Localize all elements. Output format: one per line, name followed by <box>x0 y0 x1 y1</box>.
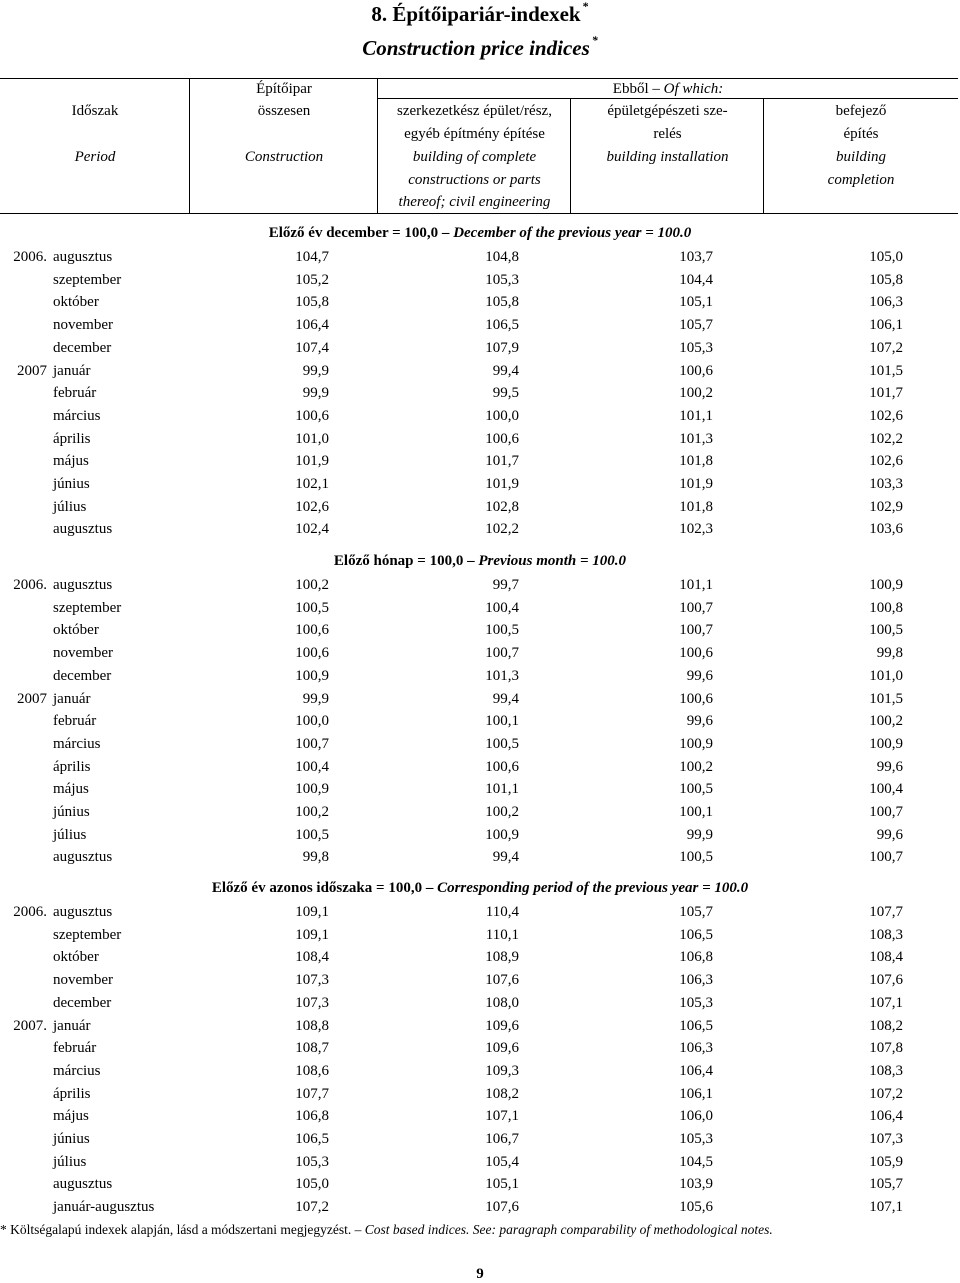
row-period: január <box>53 362 91 379</box>
table-row <box>0 1151 960 1173</box>
cell-installation: 105,3 <box>679 339 713 356</box>
cell-construction: 107,2 <box>295 1199 329 1216</box>
cell-construction: 107,3 <box>295 994 329 1011</box>
cell-construction: 99,8 <box>302 849 329 866</box>
cell-installation: 103,9 <box>679 1176 713 1193</box>
row-period: augusztus <box>53 521 113 538</box>
cell-completion: 105,7 <box>869 1176 903 1193</box>
cell-completion: 106,4 <box>869 1108 903 1125</box>
cell-construction: 105,0 <box>295 1176 329 1193</box>
cell-construction: 106,4 <box>295 317 329 334</box>
cell-complete-buildings: 100,5 <box>485 622 519 639</box>
cell-installation: 102,3 <box>679 521 713 538</box>
cell-construction: 105,8 <box>295 294 329 311</box>
cell-installation: 105,1 <box>679 294 713 311</box>
cell-construction: 100,7 <box>295 735 329 752</box>
cell-complete-buildings: 110,4 <box>485 904 519 920</box>
row-period: július <box>53 498 87 515</box>
cell-installation: 100,7 <box>679 599 713 616</box>
row-period: augusztus <box>53 1176 113 1193</box>
cell-completion: 105,9 <box>869 1153 903 1170</box>
cell-complete-buildings: 109,3 <box>485 1062 519 1079</box>
cell-construction: 99,9 <box>302 385 329 402</box>
cell-complete-buildings: 110,1 <box>485 926 519 943</box>
row-period: szeptember <box>53 599 122 616</box>
cell-construction: 102,4 <box>295 521 329 538</box>
cell-completion: 99,6 <box>876 758 903 775</box>
table-row <box>0 824 960 846</box>
header-col2-en-1: building installation <box>606 149 729 165</box>
row-period: március <box>53 407 101 424</box>
table-row <box>0 405 960 427</box>
cell-completion: 108,3 <box>869 1062 903 1079</box>
cell-installation: 100,2 <box>679 385 713 402</box>
cell-construction: 105,2 <box>295 271 329 288</box>
row-period: augusztus <box>53 904 113 920</box>
cell-complete-buildings: 106,7 <box>485 1131 519 1147</box>
cell-construction: 108,4 <box>295 949 329 966</box>
header-of-which: Ebből – Of which: <box>612 81 724 97</box>
header-col1-en-3: thereof; civil engineering <box>398 194 551 210</box>
cell-installation: 106,3 <box>679 1040 713 1057</box>
cell-completion: 100,2 <box>869 713 903 730</box>
cell-construction: 106,5 <box>295 1131 329 1147</box>
cell-completion: 102,9 <box>869 498 903 515</box>
cell-completion: 107,1 <box>869 994 903 1011</box>
cell-installation: 100,2 <box>679 758 713 775</box>
row-period: november <box>53 317 113 334</box>
header-col3-hu-1: befejező <box>835 103 887 119</box>
cell-completion: 101,7 <box>869 385 903 402</box>
row-period: augusztus <box>53 577 113 593</box>
cell-complete-buildings: 107,1 <box>485 1108 519 1125</box>
cell-completion: 107,8 <box>869 1040 903 1057</box>
cell-construction: 100,9 <box>295 667 329 684</box>
row-period: június <box>53 476 90 492</box>
row-period: augusztus <box>53 849 113 866</box>
row-period: december <box>53 667 112 684</box>
table-row <box>0 1037 960 1059</box>
cell-complete-buildings: 109,6 <box>485 1017 519 1034</box>
cell-installation: 101,3 <box>679 430 713 447</box>
table-row <box>0 688 960 710</box>
table-row <box>0 360 960 382</box>
cell-installation: 100,5 <box>679 781 713 798</box>
table-row <box>0 314 960 336</box>
section-title-3: Előző év azonos időszaka = 100,0 – Corresponding period of the previous year = 100.0 <box>211 880 749 896</box>
cell-completion: 106,3 <box>869 294 903 311</box>
cell-completion: 100,5 <box>869 622 903 639</box>
cell-construction: 109,1 <box>295 926 329 943</box>
table-row <box>0 733 960 755</box>
cell-completion: 100,9 <box>869 735 903 752</box>
cell-construction: 104,7 <box>295 249 329 265</box>
row-period: szeptember <box>53 271 122 288</box>
cell-construction: 108,7 <box>295 1040 329 1057</box>
cell-completion: 100,8 <box>869 599 903 616</box>
cell-construction: 100,2 <box>295 804 329 820</box>
header-period-en: Period <box>74 149 116 165</box>
table-row <box>0 1196 960 1218</box>
row-period: február <box>53 1040 97 1057</box>
cell-complete-buildings: 108,0 <box>485 994 519 1011</box>
cell-installation: 105,6 <box>679 1199 713 1216</box>
cell-completion: 102,6 <box>869 407 903 424</box>
cell-complete-buildings: 105,4 <box>485 1153 519 1170</box>
cell-complete-buildings: 100,7 <box>485 645 519 662</box>
table-row <box>0 756 960 778</box>
cell-complete-buildings: 100,6 <box>485 430 519 447</box>
header-col3-hu-2: építés <box>843 126 879 142</box>
cell-complete-buildings: 100,1 <box>485 713 519 730</box>
cell-construction: 99,9 <box>302 690 329 707</box>
table-row <box>0 710 960 732</box>
cell-construction: 106,8 <box>295 1108 329 1125</box>
cell-installation: 101,1 <box>679 407 713 424</box>
table-row <box>0 1083 960 1105</box>
cell-complete-buildings: 106,5 <box>485 317 519 334</box>
header-total-hu-1: Építőipar <box>256 81 312 97</box>
row-period: február <box>53 385 97 402</box>
row-period: január-augusztus <box>53 1199 155 1216</box>
header-col1-en-2: constructions or parts <box>408 172 541 188</box>
cell-installation: 100,5 <box>679 849 713 866</box>
row-year: 2007. <box>13 1017 47 1034</box>
header-total-en: Construction <box>244 149 324 165</box>
header-col2-hu-2: relés <box>653 126 682 142</box>
header-period-hu: Időszak <box>71 103 119 119</box>
row-period: április <box>53 758 91 775</box>
header-col3-en-2: completion <box>827 172 895 188</box>
cell-completion: 100,7 <box>869 849 903 866</box>
cell-completion: 107,1 <box>869 1199 903 1216</box>
row-period: március <box>53 735 101 752</box>
cell-completion: 101,0 <box>869 667 903 684</box>
table-row <box>0 450 960 472</box>
cell-installation: 101,1 <box>679 577 713 593</box>
table-row <box>0 1060 960 1082</box>
table-row <box>0 1173 960 1195</box>
cell-completion: 107,7 <box>869 904 903 920</box>
cell-completion: 108,4 <box>869 949 903 966</box>
row-period: július <box>53 1153 87 1170</box>
table-row <box>0 665 960 687</box>
table-row <box>0 619 960 641</box>
cell-installation: 100,6 <box>679 362 713 379</box>
cell-construction: 101,0 <box>295 430 329 447</box>
table-row <box>0 992 960 1014</box>
row-period: szeptember <box>53 926 122 943</box>
row-period: május <box>53 453 89 470</box>
cell-completion: 103,3 <box>869 476 903 492</box>
cell-installation: 99,9 <box>686 826 713 843</box>
cell-completion: 107,2 <box>869 1085 903 1102</box>
cell-completion: 107,3 <box>869 1131 903 1147</box>
cell-installation: 105,3 <box>679 994 713 1011</box>
table-row <box>0 1105 960 1127</box>
cell-installation: 101,8 <box>679 498 713 515</box>
row-year: 2006. <box>13 904 47 920</box>
row-year: 2007 <box>17 690 47 707</box>
section-title-2: Előző hónap = 100,0 – Previous month = 100.0 <box>333 553 627 569</box>
cell-construction: 100,9 <box>295 781 329 798</box>
cell-construction: 100,6 <box>295 622 329 639</box>
cell-installation: 99,6 <box>686 713 713 730</box>
table-title-en: Construction price indices * <box>362 33 598 60</box>
cell-completion: 107,6 <box>869 972 903 989</box>
table-row <box>0 496 960 518</box>
table-row <box>0 597 960 619</box>
cell-construction: 102,6 <box>295 498 329 515</box>
cell-complete-buildings: 101,3 <box>485 667 519 684</box>
cell-construction: 101,9 <box>295 453 329 470</box>
row-period: június <box>53 804 90 820</box>
header-total-hu-2: összesen <box>257 103 311 119</box>
cell-complete-buildings: 105,3 <box>485 271 519 288</box>
table-row <box>0 946 960 968</box>
table-row <box>0 574 960 596</box>
cell-installation: 100,1 <box>679 804 713 820</box>
row-period: február <box>53 713 97 730</box>
cell-complete-buildings: 101,7 <box>485 453 519 470</box>
cell-complete-buildings: 107,9 <box>485 339 519 356</box>
row-year: 2006. <box>13 577 47 593</box>
cell-completion: 106,1 <box>869 317 903 334</box>
cell-installation: 104,5 <box>679 1153 713 1170</box>
cell-completion: 99,8 <box>876 645 903 662</box>
cell-installation: 99,6 <box>686 667 713 684</box>
cell-construction: 107,3 <box>295 972 329 989</box>
cell-installation: 106,0 <box>679 1108 713 1125</box>
table-row <box>0 642 960 664</box>
row-period: október <box>53 294 99 311</box>
table-row <box>0 337 960 359</box>
header-col1-hu-2: egyéb építmény építése <box>404 126 545 142</box>
cell-complete-buildings: 105,1 <box>485 1176 519 1193</box>
table-row <box>0 846 960 868</box>
cell-complete-buildings: 100,9 <box>485 826 519 843</box>
cell-complete-buildings: 100,0 <box>485 407 519 424</box>
cell-construction: 100,2 <box>295 577 329 593</box>
cell-complete-buildings: 99,5 <box>492 385 519 402</box>
cell-complete-buildings: 104,8 <box>485 249 519 265</box>
cell-construction: 100,6 <box>295 407 329 424</box>
cell-complete-buildings: 105,8 <box>485 294 519 311</box>
cell-complete-buildings: 101,1 <box>485 781 519 798</box>
cell-completion: 101,5 <box>869 690 903 707</box>
table-row <box>0 518 960 540</box>
row-period: április <box>53 1085 91 1102</box>
row-period: január <box>53 690 91 707</box>
table-header <box>0 78 960 214</box>
cell-installation: 100,7 <box>679 622 713 639</box>
cell-construction: 100,4 <box>295 758 329 775</box>
table-row <box>0 924 960 946</box>
cell-completion: 105,0 <box>869 249 903 265</box>
cell-construction: 108,8 <box>295 1017 329 1034</box>
table-row <box>0 246 960 268</box>
cell-installation: 103,7 <box>679 249 713 265</box>
cell-complete-buildings: 101,9 <box>485 476 519 492</box>
header-col3-en-1: building <box>835 149 886 165</box>
table-row <box>0 901 960 923</box>
cell-completion: 108,2 <box>869 1017 903 1034</box>
table-title-hu: 8. Építőipariár-indexek * <box>371 0 589 26</box>
cell-completion: 99,6 <box>876 826 903 843</box>
row-period: október <box>53 949 99 966</box>
cell-complete-buildings: 102,8 <box>485 498 519 515</box>
cell-complete-buildings: 100,2 <box>485 804 519 820</box>
cell-installation: 106,4 <box>679 1062 713 1079</box>
row-period: április <box>53 430 91 447</box>
table-row <box>0 969 960 991</box>
row-period: november <box>53 972 113 989</box>
page-number: 9 <box>476 1266 484 1282</box>
cell-completion: 100,4 <box>869 781 903 798</box>
cell-installation: 106,3 <box>679 972 713 989</box>
header-col1-hu-1: szerkezetkész épület/rész, <box>397 103 552 119</box>
row-period: május <box>53 781 89 798</box>
cell-installation: 105,3 <box>679 1131 713 1147</box>
row-period: november <box>53 645 113 662</box>
cell-installation: 105,7 <box>679 904 713 920</box>
row-year: 2006. <box>13 249 47 265</box>
cell-completion: 107,2 <box>869 339 903 356</box>
cell-completion: 105,8 <box>869 271 903 288</box>
row-period: augusztus <box>53 249 113 265</box>
cell-completion: 108,3 <box>869 926 903 943</box>
row-period: július <box>53 826 87 843</box>
footnote: * Költségalapú indexek alapján, lásd a módszertani megjegyzést. – Cost based indices. See: paragraph comparability of methodological notes. <box>0 1222 773 1237</box>
table-row <box>0 473 960 495</box>
cell-installation: 101,9 <box>679 476 713 492</box>
cell-complete-buildings: 99,4 <box>492 849 519 866</box>
row-period: december <box>53 994 112 1011</box>
row-period: január <box>53 1017 91 1034</box>
cell-complete-buildings: 107,6 <box>485 1199 519 1216</box>
cell-completion: 102,2 <box>869 430 903 447</box>
header-col1-en-1: building of complete <box>412 149 537 165</box>
cell-complete-buildings: 109,6 <box>485 1040 519 1057</box>
cell-installation: 106,5 <box>679 926 713 943</box>
cell-installation: 100,6 <box>679 690 713 707</box>
cell-complete-buildings: 100,4 <box>485 599 519 616</box>
cell-installation: 106,1 <box>679 1085 713 1102</box>
cell-complete-buildings: 100,5 <box>485 735 519 752</box>
cell-installation: 100,9 <box>679 735 713 752</box>
row-year: 2007 <box>17 362 47 379</box>
table-row <box>0 1015 960 1037</box>
row-period: március <box>53 1062 101 1079</box>
cell-completion: 100,7 <box>869 804 903 820</box>
cell-complete-buildings: 108,2 <box>485 1085 519 1102</box>
section-title-1: Előző év december = 100,0 – December of the previous year = 100.0 <box>268 225 692 241</box>
cell-installation: 104,4 <box>679 271 713 288</box>
cell-construction: 109,1 <box>295 904 329 920</box>
cell-complete-buildings: 100,6 <box>485 758 519 775</box>
cell-installation: 106,5 <box>679 1017 713 1034</box>
table-row <box>0 1128 960 1150</box>
cell-construction: 107,4 <box>295 339 329 356</box>
cell-completion: 100,9 <box>869 577 903 593</box>
cell-construction: 100,5 <box>295 826 329 843</box>
cell-construction: 107,7 <box>295 1085 329 1102</box>
cell-complete-buildings: 102,2 <box>485 521 519 538</box>
cell-construction: 105,3 <box>295 1153 329 1170</box>
cell-installation: 106,8 <box>679 949 713 966</box>
cell-installation: 105,7 <box>679 317 713 334</box>
cell-complete-buildings: 99,4 <box>492 690 519 707</box>
table-row <box>0 801 960 823</box>
cell-construction: 100,5 <box>295 599 329 616</box>
cell-construction: 99,9 <box>302 362 329 379</box>
cell-construction: 108,6 <box>295 1062 329 1079</box>
cell-construction: 102,1 <box>295 476 329 492</box>
row-period: június <box>53 1131 90 1147</box>
cell-completion: 101,5 <box>869 362 903 379</box>
row-period: május <box>53 1108 89 1125</box>
table-row <box>0 428 960 450</box>
cell-complete-buildings: 99,4 <box>492 362 519 379</box>
cell-construction: 100,6 <box>295 645 329 662</box>
cell-complete-buildings: 107,6 <box>485 972 519 989</box>
cell-installation: 101,8 <box>679 453 713 470</box>
table-row <box>0 291 960 313</box>
cell-complete-buildings: 99,7 <box>492 577 519 593</box>
cell-complete-buildings: 108,9 <box>485 949 519 966</box>
row-period: október <box>53 622 99 639</box>
table-row <box>0 269 960 291</box>
cell-completion: 102,6 <box>869 453 903 470</box>
cell-installation: 100,6 <box>679 645 713 662</box>
cell-completion: 103,6 <box>869 521 903 538</box>
table-row <box>0 778 960 800</box>
header-col2-hu-1: épületgépészeti sze- <box>607 103 728 119</box>
cell-construction: 100,0 <box>295 713 329 730</box>
table-row <box>0 382 960 404</box>
row-period: december <box>53 339 112 356</box>
